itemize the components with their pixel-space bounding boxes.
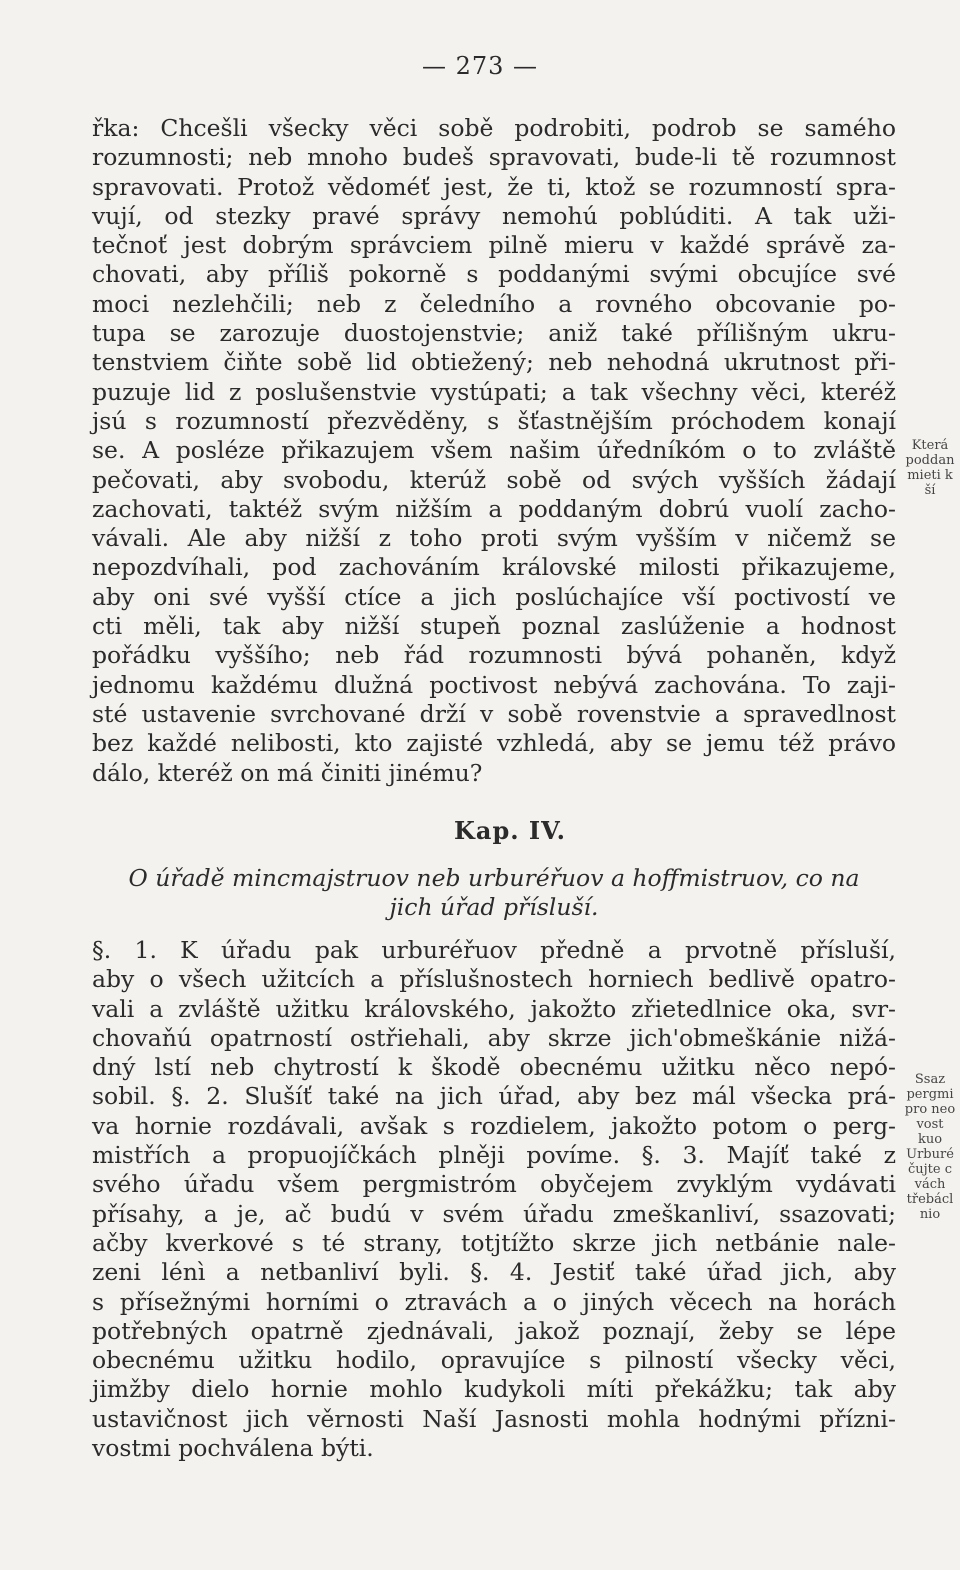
- chapter-title: [92, 864, 896, 923]
- text-line: jimžby dielo hornie mohlo kudykoli míti překážku; tak aby: [92, 1375, 896, 1404]
- text-line: ustavičnost jich věrnosti Naší Jasnosti mohla hodnými přízni-: [92, 1404, 896, 1433]
- margin-note: [900, 438, 960, 498]
- text-line: bez každé nelibosti, kto zajisté vzhledá, aby se jemu též právo: [92, 729, 896, 758]
- text-line: Která: [911, 438, 949, 453]
- text-line: vostmi pochválena býti.: [92, 1434, 374, 1463]
- text-line: kuo: [917, 1132, 943, 1147]
- text-line: pro neo: [904, 1102, 956, 1117]
- text-line: aby o všech užitcích a příslušnostech horniech bedlivě opatro-: [92, 965, 896, 994]
- text-line: svého úřadu všem pergmistróm obyčejem zvyklým vydávati: [92, 1170, 896, 1199]
- text-line: mieti k: [907, 468, 953, 483]
- text-line: zachovati, taktéž svým nižším a poddaným dobrú vuolí zacho-: [92, 494, 896, 523]
- text-line: třebácl: [906, 1192, 954, 1207]
- text-line: tenstviem čiňte sobě lid obtiežený; neb nehodná ukrutnost při-: [92, 348, 896, 377]
- text-line: poddan: [905, 453, 955, 468]
- text-line: jich úřad přísluší.: [389, 893, 599, 922]
- text-line: tečnoť jest dobrým správciem pilně mieru v každé správě za-: [92, 231, 896, 260]
- text-line: jsú s rozumností přezvěděny, s šťastnějším próchodem konají: [92, 406, 896, 435]
- text-line: potřebných opatrně zjednávali, jakož poznají, žeby se lépe: [92, 1316, 896, 1345]
- text-line: sobil. §. 2. Slušíť také na jich úřad, aby bez mál všecka prá-: [92, 1082, 896, 1111]
- text-line: O úřadě mincmajstruov neb urburéřuov a hoffmistruov, co na: [128, 864, 860, 892]
- chapter-heading: Kap. IV.: [454, 816, 566, 845]
- text-line: čujte c: [907, 1162, 952, 1177]
- text-line: ší: [924, 483, 936, 498]
- text-line: chovati, aby příliš pokorně s poddanými svými obcujíce své: [92, 260, 896, 289]
- margin-note: [900, 1072, 960, 1222]
- text-line: pořádku vyššího; neb řád rozumnosti bývá pohaněn, když: [92, 641, 896, 670]
- text-line: tupa se zarozuje duostojenstvie; aniž také přílišným ukru-: [92, 319, 896, 348]
- text-line: aby oni své vyšší ctíce a jich poslúchajíce vší poctivostí ve: [92, 582, 896, 611]
- text-line: pergmi: [906, 1087, 954, 1102]
- text-line: se. A posléze přikazujem všem našim úředníkóm o to zvláště: [92, 436, 896, 465]
- text-line: dálo, kteréž on má činiti jinému?: [92, 758, 483, 787]
- text-line: puzuje lid z poslušenstvie vystúpati; a tak všechny věci, kteréž: [92, 377, 896, 406]
- text-line: mistřích a propuojíčkách plněji povíme. §. 3. Majíť také z: [92, 1141, 896, 1170]
- text-line: vali a zvláště užitku královského, jakožto zřietedlnice oka, svr-: [92, 994, 896, 1023]
- paragraph: [92, 114, 896, 788]
- text-line: vávali. Ale aby nižší z toho proti svým vyšším v ničemž se: [92, 524, 896, 553]
- page-number: — 273 —: [421, 52, 539, 80]
- text-line: §. 1. K úřadu pak urburéřuov předně a prvotně přísluší,: [92, 936, 896, 964]
- paragraph: [92, 936, 896, 1463]
- text-line: vují, od stezky pravé správy nemohú poblúditi. A tak uži-: [92, 201, 896, 230]
- text-line: vách: [914, 1177, 946, 1192]
- text-line: sté ustavenie svrchované drží v sobě rovenstvie a spravedlnost: [92, 699, 896, 728]
- text-line: nio: [919, 1207, 941, 1222]
- text-line: přísahy, a je, ač budú v svém úřadu zmeškanliví, ssazovati;: [92, 1199, 896, 1228]
- text-line: pečovati, aby svobodu, kterúž sobě od svých vyšších žádají: [92, 465, 896, 494]
- text-line: chovaňú opatrností ostřiehali, aby skrze jich'obmeškánie nižá-: [92, 1023, 896, 1052]
- text-line: moci nezlehčili; neb z čeledního a rovného obcovanie po-: [92, 289, 896, 318]
- text-line: zeni lénì a netbanliví byli. §. 4. Jestiť také úřad jich, aby: [92, 1258, 896, 1287]
- text-line: spravovati. Protož vědoméť jest, že ti, ktož se rozumností spra-: [92, 172, 896, 201]
- text-line: řka: Chcešli všecky věci sobě podrobiti, podrob se samého: [92, 114, 896, 142]
- text-line: rozumnosti; neb mnoho budeš spravovati, bude-li tě rozumnost: [92, 143, 896, 172]
- text-line: Urburé: [906, 1147, 954, 1162]
- text-line: dný lstí neb chytrostí k škodě obecnému užitku něco nepó-: [92, 1053, 896, 1082]
- text-line: jednomu každému dlužná poctivost nebývá zachována. To zaji-: [92, 670, 896, 699]
- text-line: vost: [916, 1117, 944, 1132]
- text-line: va hornie rozdávali, avšak s rozdielem, jakožto potom o perg-: [92, 1111, 896, 1140]
- text-line: cti měli, tak aby nižší stupeň poznal zaslúženie a hodnost: [92, 612, 896, 641]
- text-line: s přísežnými horními o ztravách a o jiných věcech na horách: [92, 1287, 896, 1316]
- text-line: Ssaz: [914, 1072, 946, 1087]
- text-line: obecnému užitku hodilo, opravujíce s pilností všecky věci,: [92, 1346, 896, 1375]
- text-line: nepozdvíhali, pod zachováním královské milosti přikazujeme,: [92, 553, 896, 582]
- text-line: ačby kverkové s té strany, totjtížto skrze jich netbánie nale-: [92, 1228, 896, 1257]
